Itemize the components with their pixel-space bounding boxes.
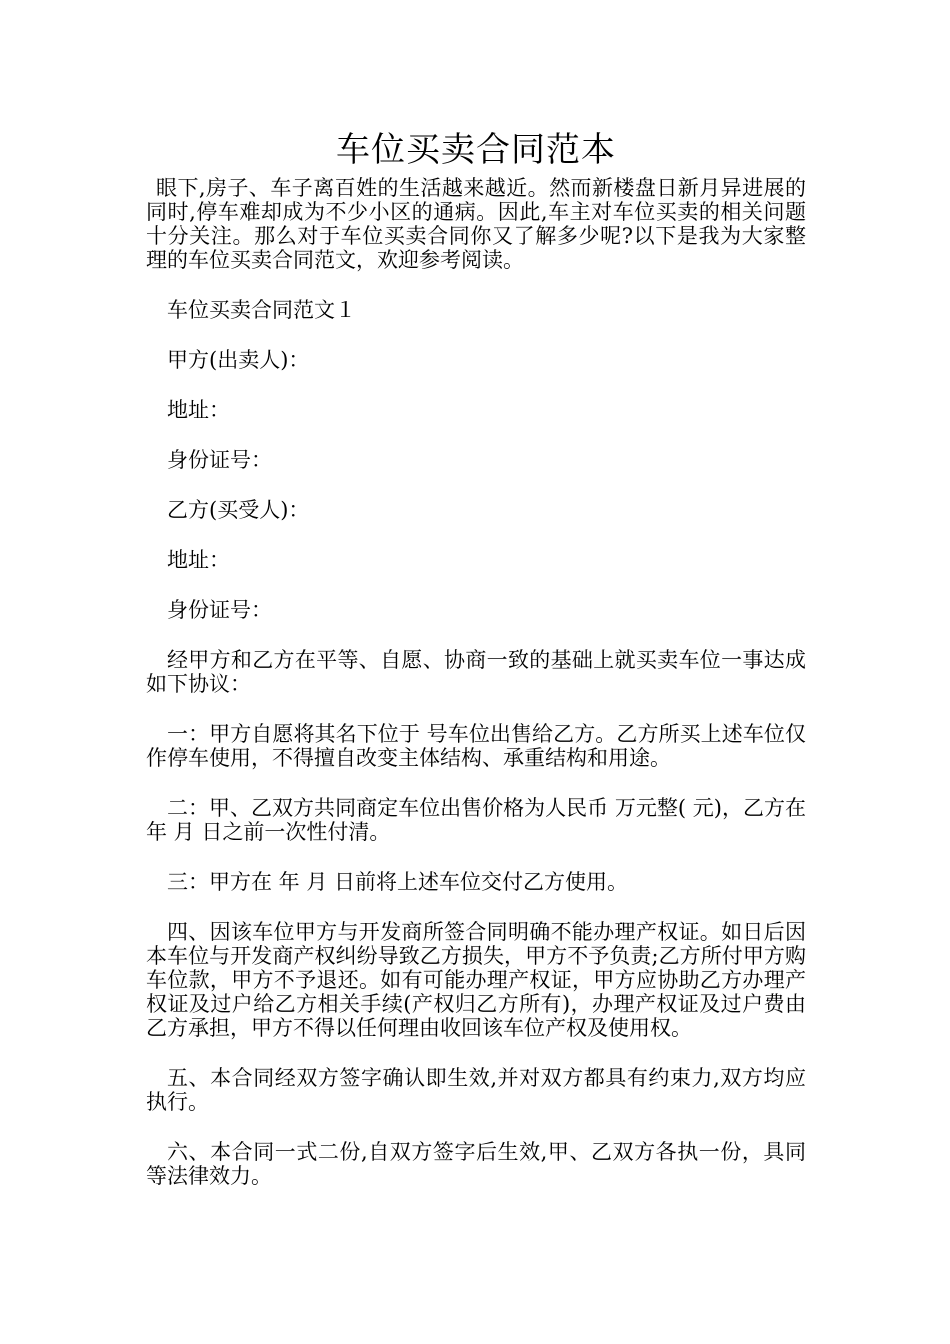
party-a-label: 甲方(出卖人)： [167, 348, 310, 372]
party-b-id: 身份证号： [167, 598, 272, 622]
agreement-preamble: 经甲方和乙方在平等、自愿、协商一致的基础上就买卖车位一事达成如下协议： [146, 648, 806, 696]
party-a-id: 身份证号： [167, 448, 272, 472]
party-a-address: 地址： [167, 398, 230, 422]
clause-1: 一：甲方自愿将其名下位于 号车位出售给乙方。乙方所买上述车位仅作停车使用，不得擅自改变主体结构、承重结构和用途。 [146, 722, 806, 770]
party-b-address: 地址： [167, 548, 230, 572]
document-title: 车位买卖合同范本 [336, 130, 616, 170]
clause-3: 三：甲方在 年 月 日前将上述车位交付乙方使用。 [167, 870, 629, 894]
clause-5: 五、本合同经双方签字确认即生效,并对双方都具有约束力,双方均应执行。 [146, 1066, 806, 1114]
clause-6: 六、本合同一式二份,自双方签字后生效,甲、乙双方各执一份，具同等法律效力。 [146, 1140, 806, 1188]
section-heading: 车位买卖合同范文１ [167, 298, 356, 322]
document-page [146, 128, 806, 1188]
clause-4: 四、因该车位甲方与开发商所签合同明确不能办理产权证。如日后因本车位与开发商产权纠纷导致乙方损失，甲方不予负责;乙方所付甲方购车位款，甲方不予退还。如有可能办理产权证，甲方应协助乙方办理产权证及过户给乙方相关手续(产权归乙方所有)，办理产权证及过户费由乙方承担，甲方不得以任何理由收回该车位产权及使用权。 [146, 920, 806, 1040]
intro-paragraph: 眼下,房子、车子离百姓的生活越来越近。然而新楼盘日新月异进展的同时,停车难却成为不少小区的通病。因此,车主对车位买卖的相关问题十分关注。那么对于车位买卖合同你又了解多少呢?以下是我为大家整理的车位买卖合同范文，欢迎参考阅读。 [146, 176, 806, 272]
clause-2: 二：甲、乙双方共同商定车位出售价格为人民币 万元整( 元)，乙方在 年 月 日之前一次性付清。 [146, 796, 806, 844]
party-b-label: 乙方(买受人)： [167, 498, 310, 522]
